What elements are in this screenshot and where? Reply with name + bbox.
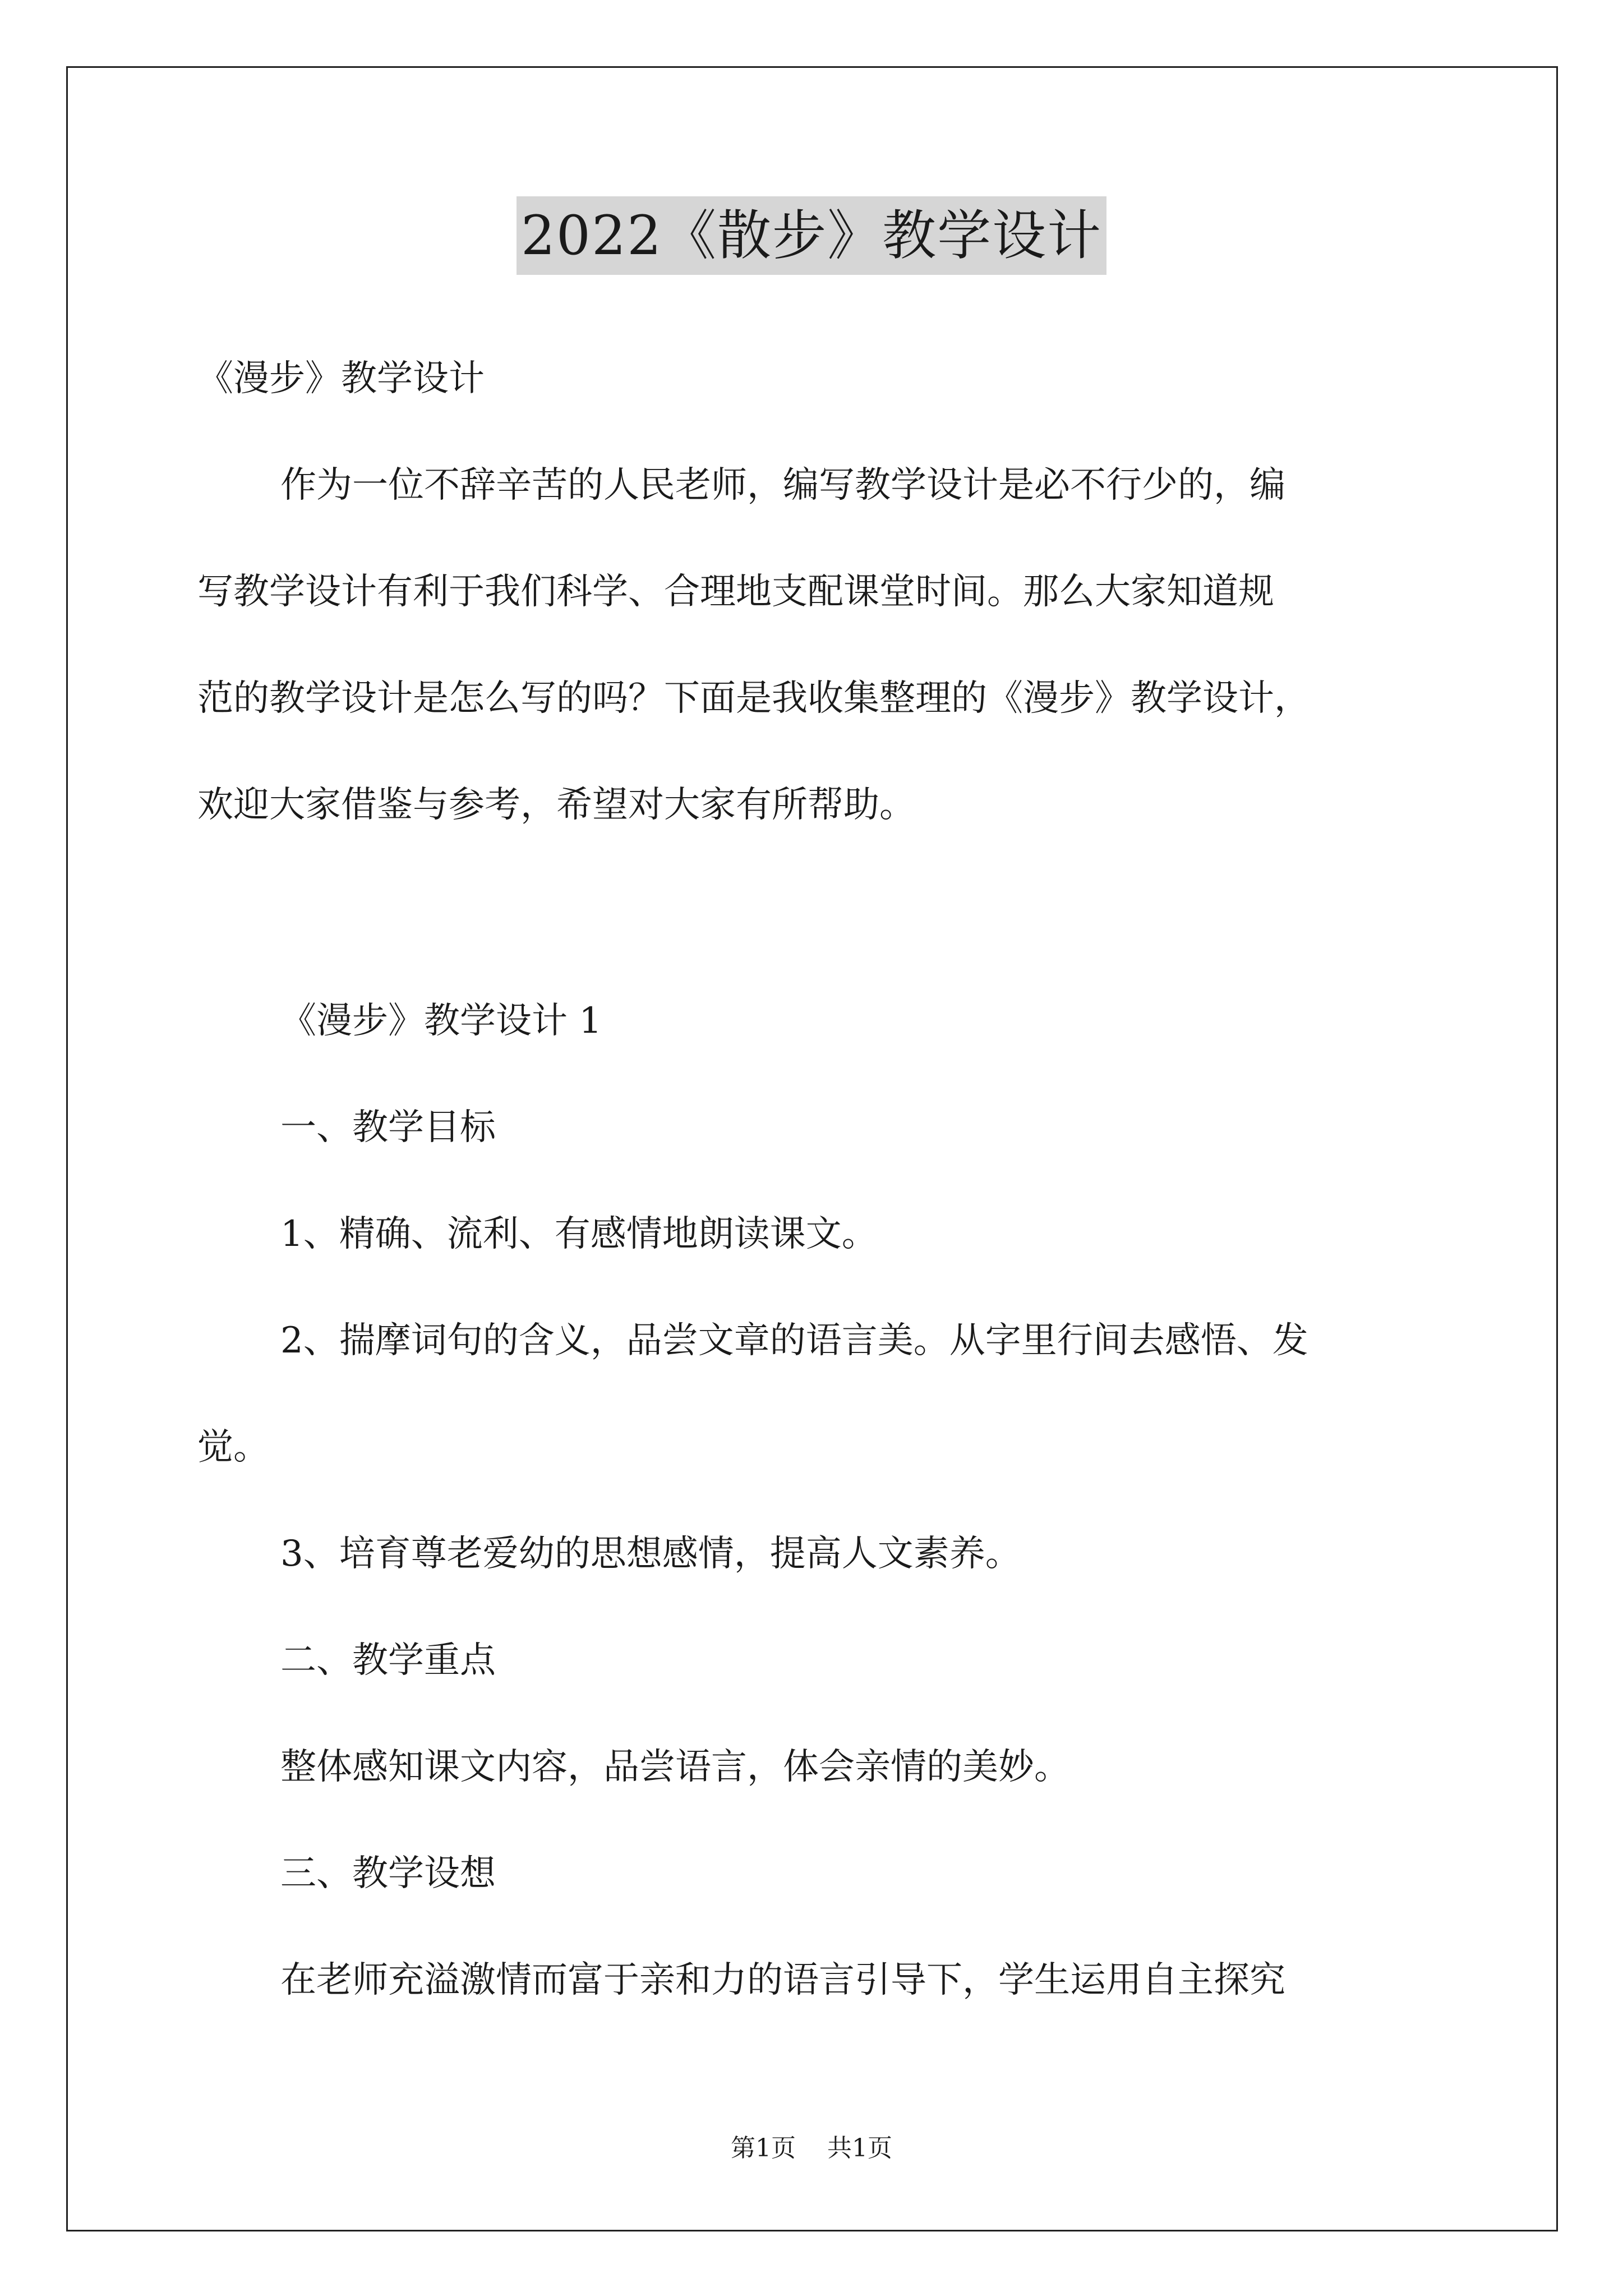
goal-3: 3、培育尊老爱幼的思想感情，提高人文素养。 bbox=[280, 1533, 1021, 1575]
design-heading: 三、教学设想 bbox=[280, 1853, 496, 1894]
focus-heading: 二、教学重点 bbox=[280, 1640, 496, 1681]
goals-heading: 一、教学目标 bbox=[280, 1107, 496, 1148]
title-container bbox=[0, 196, 1623, 275]
document-title: 2022《散步》教学设计 bbox=[517, 196, 1106, 275]
page-footer: 第1页 共1页 bbox=[731, 2134, 892, 2162]
focus-text: 整体感知课文内容，品尝语言，体会亲情的美妙。 bbox=[280, 1746, 1070, 1788]
design-text: 在老师充溢激情而富于亲和力的语言引导下，学生运用自主探究 bbox=[280, 1959, 1285, 2001]
intro-line-1: 作为一位不辞辛苦的人民老师，编写教学设计是必不行少的，编 bbox=[280, 464, 1285, 506]
goal-2-line-1: 2、揣摩词句的含义，品尝文章的语言美。从字里行间去感悟、发 bbox=[280, 1320, 1308, 1361]
goal-1: 1、精确、流利、有感情地朗读课文。 bbox=[280, 1213, 878, 1255]
intro-line-2: 写教学设计有利于我们科学、合理地支配课堂时间。那么大家知道规 bbox=[197, 571, 1274, 613]
intro-line-4: 欢迎大家借鉴与参考，希望对大家有所帮助。 bbox=[197, 784, 915, 826]
document-subtitle: 《漫步》教学设计 bbox=[197, 358, 485, 399]
goal-2-line-2: 觉。 bbox=[197, 1427, 269, 1468]
intro-line-3: 范的教学设计是怎么写的吗？下面是我收集整理的《漫步》教学设计， bbox=[197, 678, 1310, 719]
section-heading: 《漫步》教学设计 1 bbox=[280, 1000, 602, 1042]
